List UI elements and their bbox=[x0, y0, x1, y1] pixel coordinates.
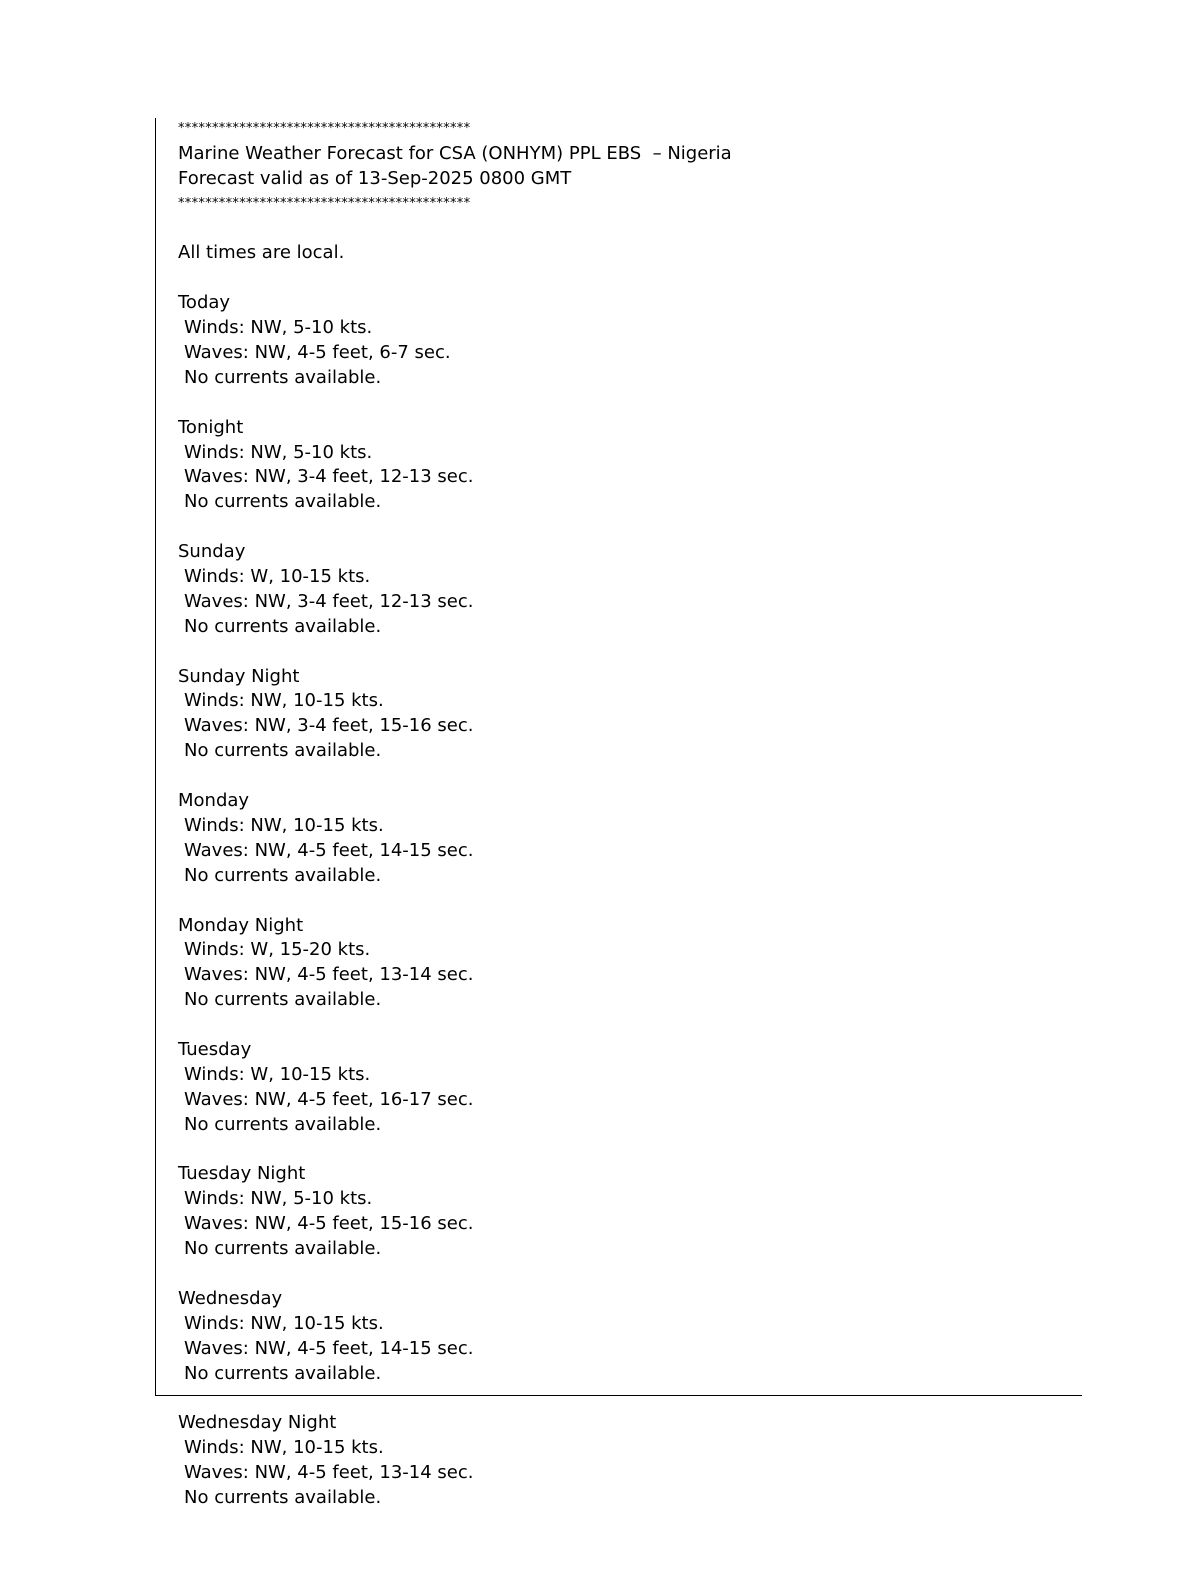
period-waves: Waves: NW, 4-5 feet, 15-16 sec. bbox=[184, 1213, 474, 1235]
period-winds: Winds: W, 10-15 kts. bbox=[184, 1063, 371, 1085]
period-name: Sunday Night bbox=[178, 665, 300, 687]
period-waves: Waves: NW, 4-5 feet, 13-14 sec. bbox=[184, 964, 474, 986]
period-name: Tonight bbox=[178, 416, 244, 438]
forecast-period bbox=[178, 1287, 1058, 1411]
header-stars-top: ******************************************* bbox=[178, 121, 471, 136]
left-border-rule bbox=[155, 118, 156, 1395]
spacer bbox=[178, 1386, 1058, 1411]
period-currents: No currents available. bbox=[184, 740, 382, 762]
period-name: Monday Night bbox=[178, 914, 304, 936]
spacer bbox=[178, 1262, 1058, 1287]
forecast-validity: Forecast valid as of 13-Sep-2025 0800 GMT bbox=[178, 167, 572, 189]
spacer bbox=[178, 1013, 1058, 1038]
period-winds: Winds: NW, 5-10 kts. bbox=[184, 1188, 373, 1210]
period-winds: Winds: NW, 10-15 kts. bbox=[184, 1437, 384, 1459]
period-winds: Winds: W, 15-20 kts. bbox=[184, 939, 371, 961]
spacer bbox=[178, 266, 1058, 291]
period-name: Tuesday Night bbox=[178, 1163, 306, 1185]
spacer bbox=[178, 889, 1058, 914]
spacer bbox=[178, 217, 1058, 242]
forecast-period bbox=[178, 914, 1058, 1038]
spacer bbox=[178, 764, 1058, 789]
period-currents: No currents available. bbox=[184, 366, 382, 388]
spacer bbox=[178, 515, 1058, 540]
period-currents: No currents available. bbox=[184, 989, 382, 1011]
period-currents: No currents available. bbox=[184, 1113, 382, 1135]
forecast-text bbox=[178, 117, 1058, 1511]
period-waves: Waves: NW, 4-5 feet, 14-15 sec. bbox=[184, 1337, 474, 1359]
period-currents: No currents available. bbox=[184, 1486, 382, 1508]
period-name: Today bbox=[178, 292, 231, 314]
period-winds: Winds: NW, 10-15 kts. bbox=[184, 690, 384, 712]
period-waves: Waves: NW, 4-5 feet, 14-15 sec. bbox=[184, 839, 474, 861]
period-name: Monday bbox=[178, 790, 250, 812]
forecast-period bbox=[178, 540, 1058, 664]
period-waves: Waves: NW, 3-4 feet, 15-16 sec. bbox=[184, 715, 474, 737]
forecast-period bbox=[178, 1038, 1058, 1162]
forecast-title: Marine Weather Forecast for CSA (ONHYM) PPL EBS – Nigeria bbox=[178, 142, 732, 164]
period-name: Wednesday bbox=[178, 1287, 283, 1309]
period-winds: Winds: NW, 10-15 kts. bbox=[184, 1312, 384, 1334]
period-currents: No currents available. bbox=[184, 1238, 382, 1260]
period-waves: Waves: NW, 3-4 feet, 12-13 sec. bbox=[184, 466, 474, 488]
period-winds: Winds: NW, 5-10 kts. bbox=[184, 317, 373, 339]
forecast-period bbox=[178, 291, 1058, 415]
period-currents: No currents available. bbox=[184, 615, 382, 637]
forecast-period bbox=[178, 1411, 1058, 1511]
period-name: Wednesday Night bbox=[178, 1412, 337, 1434]
forecast-period bbox=[178, 665, 1058, 789]
forecast-period bbox=[178, 1162, 1058, 1286]
spacer bbox=[178, 1138, 1058, 1163]
forecast-period bbox=[178, 789, 1058, 913]
period-waves: Waves: NW, 4-5 feet, 16-17 sec. bbox=[184, 1088, 474, 1110]
period-waves: Waves: NW, 4-5 feet, 13-14 sec. bbox=[184, 1462, 474, 1484]
period-waves: Waves: NW, 4-5 feet, 6-7 sec. bbox=[184, 342, 451, 364]
spacer bbox=[178, 640, 1058, 665]
period-currents: No currents available. bbox=[184, 491, 382, 513]
period-winds: Winds: W, 10-15 kts. bbox=[184, 566, 371, 588]
period-name: Tuesday bbox=[178, 1038, 252, 1060]
period-name: Sunday bbox=[178, 541, 246, 563]
period-currents: No currents available. bbox=[184, 1362, 382, 1384]
time-note: All times are local. bbox=[178, 242, 345, 264]
period-waves: Waves: NW, 3-4 feet, 12-13 sec. bbox=[184, 590, 474, 612]
spacer bbox=[178, 391, 1058, 416]
period-winds: Winds: NW, 10-15 kts. bbox=[184, 814, 384, 836]
forecast-period bbox=[178, 416, 1058, 540]
header-stars-bottom: ******************************************* bbox=[178, 195, 471, 211]
period-winds: Winds: NW, 5-10 kts. bbox=[184, 441, 373, 463]
period-currents: No currents available. bbox=[184, 864, 382, 886]
